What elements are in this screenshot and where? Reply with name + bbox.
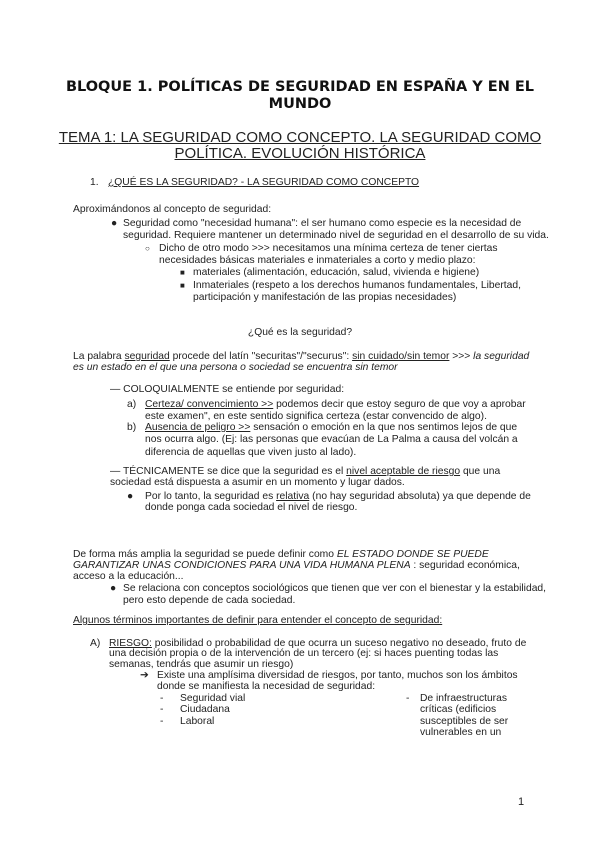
list-marker: a): [127, 399, 137, 410]
topic-title-line1: TEMA 1: LA SEGURIDAD COMO CONCEPTO. LA SEGURIDAD COMO: [58, 129, 542, 146]
section-number: 1.: [90, 177, 99, 188]
amplia-paragraph: De forma más amplia la seguridad se puede definir como EL ESTADO DONDE SE PUEDE: [73, 549, 489, 560]
list-item-a: Certeza/ convencimiento >> podemos decir que estoy seguro de que voy a aprobar: [145, 399, 526, 410]
square-bullet-icon: ■: [180, 281, 185, 290]
bullet-text: Se relaciona con conceptos sociológicos que tienen que ver con el bienestar y la estabilidad,: [123, 583, 547, 594]
ambito-item: Seguridad vial: [180, 693, 246, 704]
bullet-text-line2: donde ponga cada sociedad el nivel de riesgo.: [145, 502, 358, 513]
ambito-item-right: susceptibles de ser: [420, 716, 509, 727]
ambito-item-right: críticas (edificios: [420, 704, 497, 715]
sub-bullet-text: Dicho de otro modo >>> necesitamos una mínima certeza de tener ciertas: [159, 243, 498, 254]
dash-icon: -: [160, 716, 164, 727]
coloquial-heading: — COLOQUIALMENTE se entiende por seguridad:: [110, 384, 345, 395]
circle-bullet-icon: ○: [145, 244, 150, 253]
bullet-icon: ●: [111, 218, 118, 229]
ambito-item-right: De infraestructuras: [420, 693, 507, 704]
list-marker: b): [127, 422, 137, 433]
riesgo-definition: RIESGO: posibilidad o probabilidad de que ocurra un suceso negativo no deseado, fruto de: [109, 638, 527, 649]
dash-icon: -: [406, 693, 410, 704]
palabra-paragraph-line2: es un estado en el que una persona o sociedad se encuentra sin temor: [73, 362, 398, 373]
bullet-text-line2: pero esto depende de cada sociedad.: [123, 595, 296, 606]
tecnicamente-line2: sociedad está dispuesta a asumir en un momento y lugar dados.: [110, 477, 405, 488]
dash-icon: -: [160, 704, 164, 715]
arrow-icon: ➔: [140, 670, 149, 681]
bullet-text: Seguridad como "necesidad humana": el ser humano como especie es la necesidad de: [123, 218, 522, 229]
block-title-line2: MUNDO: [268, 96, 332, 112]
terminos-heading: Algunos términos importantes de definir para entender el concepto de seguridad:: [73, 615, 443, 626]
ambito-item: Ciudadana: [180, 704, 230, 715]
sub-sub-bullet-text: materiales (alimentación, educación, salud, vivienda e higiene): [193, 267, 480, 278]
riesgo-line3: semanas, tendrás que asumir un riesgo): [109, 659, 294, 670]
section-heading: ¿QUÉ ES LA SEGURIDAD? - LA SEGURIDAD COMO CONCEPTO: [108, 177, 420, 188]
sub-sub-bullet-text: participación y manifestación de las propias necesidades): [193, 292, 457, 303]
topic-title-line2: POLÍTICA. EVOLUCIÓN HISTÓRICA: [174, 145, 426, 162]
amplia-line2: GARANTIZAR UNAS CONDICIONES PARA UNA VIDA HUMANA PLENA : seguridad económica,: [73, 560, 520, 571]
question-heading: ¿Qué es la seguridad?: [247, 327, 353, 338]
sub-bullet-text: necesidades básicas materiales e inmateriales a corto y medio plazo:: [159, 255, 476, 266]
block-title-line1: BLOQUE 1. POLÍTICAS DE SEGURIDAD EN ESPAÑA Y EN EL: [65, 79, 535, 95]
bullet-text: Por lo tanto, la seguridad es relativa (no hay seguridad absoluta) ya que depende de: [145, 491, 531, 502]
intro-text: Aproximándonos al concepto de seguridad:: [73, 204, 272, 215]
riesgo-line2: una decisión propia o de la intervención de un tercero (ej: si haces puenting todas las: [109, 648, 499, 659]
page-number: 1: [518, 796, 525, 808]
tecnicamente-paragraph: — TÉCNICAMENTE se dice que la seguridad es el nivel aceptable de riesgo que una: [110, 466, 501, 477]
ambito-item: Laboral: [180, 716, 215, 727]
palabra-paragraph: La palabra seguridad procede del latín "securitas"/"securus": sin cuidado/sin temor >>> la seguridad: [73, 351, 530, 362]
list-marker: A): [90, 638, 101, 649]
ambito-item-right: vulnerables en un: [420, 727, 502, 738]
dash-icon: -: [160, 693, 164, 704]
bullet-icon: ●: [127, 491, 134, 502]
list-item-b-line2: nos ocurra algo. (Ej: las personas que evacúan de La Palma a causa del volcán a: [145, 434, 518, 445]
sub-sub-bullet-text: Inmateriales (respeto a los derechos humanos fundamentales, Libertad,: [193, 280, 521, 291]
amplia-line3: acceso a la educación...: [73, 571, 184, 582]
list-item-b-line3: diferencia de aquellas que viven justo al lado).: [145, 447, 357, 458]
arrow-text: Existe una amplísima diversidad de riesgos, por tanto, muchos son los ámbitos: [157, 670, 518, 681]
bullet-text: seguridad. Requiere mantener un determinado nivel de seguridad en el desarrollo de su vida.: [123, 230, 549, 241]
arrow-text-line2: donde se manifiesta la necesidad de seguridad:: [157, 681, 376, 692]
square-bullet-icon: ■: [180, 268, 185, 277]
bullet-icon: ●: [110, 583, 117, 594]
list-item-b: Ausencia de peligro >> sensación o emoción en la que nos sentimos lejos de que: [145, 422, 518, 433]
list-item-a-line2: este examen", en este sentido significa certeza (estar convencido de algo).: [145, 411, 487, 422]
